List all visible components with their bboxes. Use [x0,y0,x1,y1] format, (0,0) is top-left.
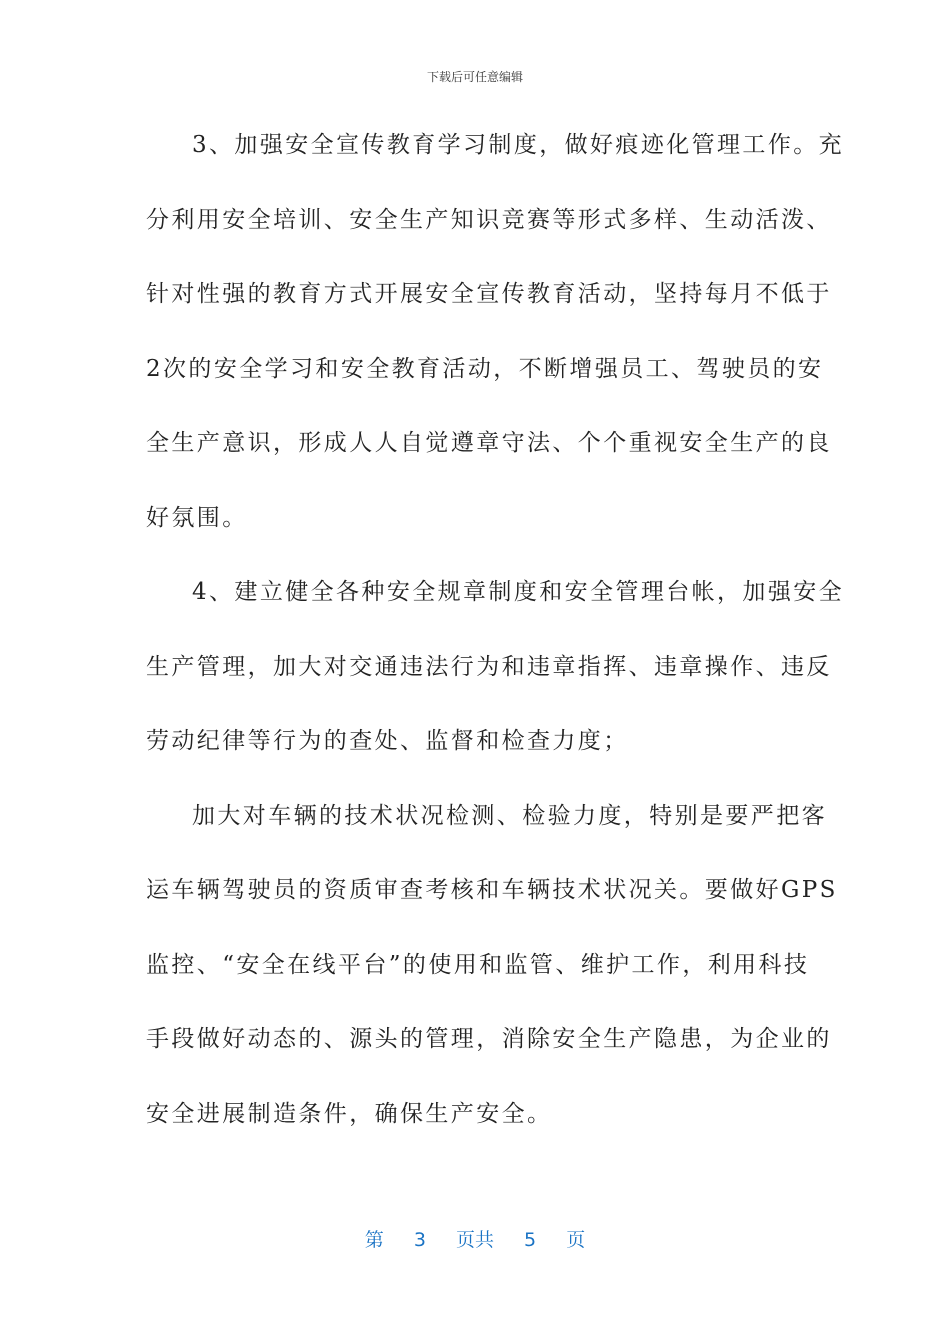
page-footer [0,1225,950,1252]
footer-middle: 页共 [455,1229,494,1251]
text-line: 2次的安全学习和安全教育活动，不断增强员工、驾驶员的安 [146,355,824,382]
paragraph-4 [146,564,845,788]
paragraph-vehicle-inspection [146,788,838,1161]
text-line: 生产管理，加大对交通违法行为和违章指挥、违章操作、违反 [146,653,832,680]
text-line: 3、加强安全宣传教育学习制度，做好痕迹化管理工作。充 [192,132,845,158]
text-line: 4、建立健全各种安全规章制度和安全管理台帐，加强安全 [192,579,845,605]
text-line: 全生产意识，形成人人自觉遵章守法、个个重视安全生产的良 [146,430,832,456]
text-line: 劳动纪律等行为的查处、监督和检查力度； [146,728,629,754]
text-line: 安全进展制造条件，确保生产安全。 [146,1100,553,1127]
text-line: 运车辆驾驶员的资质审查考核和车辆技术状况关。要做好GPS [146,877,838,903]
text-line: 好氛围。 [146,504,248,531]
footer-prefix: 第 [364,1229,384,1251]
page-header: 下载后可任意编辑 [426,70,523,84]
text-line: 针对性强的教育方式开展安全宣传教育活动，坚持每月不低于 [146,281,832,307]
document-body [146,117,845,1160]
footer-suffix: 页 [566,1229,586,1251]
text-line: 分利用安全培训、安全生产知识竞赛等形式多样、生动活泼、 [146,206,832,233]
current-page-number: 3 [413,1229,426,1251]
text-line: 加大对车辆的技术状况检测、检验力度，特别是要严把客 [192,802,827,829]
paragraph-3 [146,117,845,564]
total-page-number: 5 [524,1229,537,1251]
text-line: 监控、“安全在线平台”的使用和监管、维护工作，利用科技 [146,951,810,978]
text-line: 手段做好动态的、源头的管理，消除安全生产隐患，为企业的 [146,1026,832,1052]
